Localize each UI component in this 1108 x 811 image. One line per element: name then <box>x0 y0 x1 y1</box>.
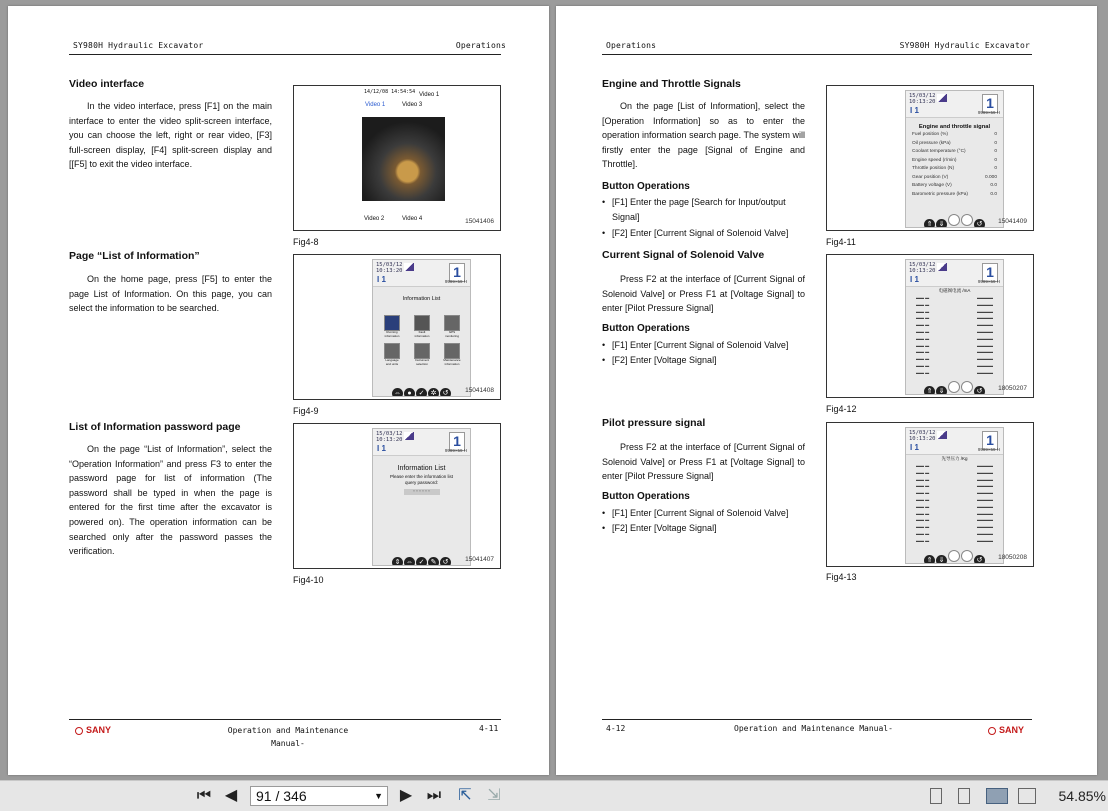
gear-icon: ✲ <box>428 388 439 397</box>
page-number-input[interactable]: 91 / 346 ▼ <box>250 786 388 806</box>
page-number: 4-11 <box>479 724 499 733</box>
gear-indicator: 1 <box>449 263 465 282</box>
section-heading: Engine and Throttle Signals <box>602 78 741 90</box>
signal-row: Oil pressure (kPa) 0 <box>912 140 997 146</box>
return-icon: ↺ <box>974 555 985 564</box>
signal-row: Throttle position (N) 0 <box>912 166 997 171</box>
signal-row: Engine speed (r/min) 0 <box>912 157 997 163</box>
figure-solenoid-current <box>826 254 1034 398</box>
figure-caption: Fig4-13 <box>826 572 857 582</box>
video-tab-4: Video 4 <box>402 216 423 222</box>
down-icon: ⇓ <box>936 386 947 395</box>
header-left: Operations <box>606 41 657 50</box>
figure-code: 15041407 <box>465 556 494 563</box>
video-tab-3: Video 3 <box>402 102 423 108</box>
bullet-item: • [F1] Enter [Current Signal of Solenoid Valve] <box>602 338 805 353</box>
screen-softkeys <box>373 382 470 397</box>
video-screen <box>362 88 446 227</box>
down-icon: ⇓ <box>936 555 947 564</box>
viewer-toolbar <box>0 780 1108 811</box>
pdf-page-right <box>556 6 1097 775</box>
info-icon-grid <box>383 315 461 366</box>
header-left: SY980H Hydraulic Excavator <box>73 41 204 50</box>
instrument-screen <box>372 259 471 397</box>
return-icon: ↺ <box>440 557 451 566</box>
screen-datetime: 15/03/12 10:13:20 <box>909 430 936 442</box>
section-body: On the home page, press [F5] to enter the page List of Information. On this page, you can select the information to be searched. <box>69 274 272 314</box>
screen-softkeys <box>906 549 1003 564</box>
screen-status-bar <box>906 260 1003 287</box>
screen-title: Information List <box>397 465 446 472</box>
video-timestamp: 14/12/08 14:54:54 <box>364 89 416 95</box>
screen-title: 电磁阀电流 /mA <box>938 288 971 293</box>
subheading: Button Operations <box>602 181 690 192</box>
figure-engine-throttle <box>826 85 1034 231</box>
page-number: 4-12 <box>606 724 626 733</box>
figure-caption: Fig4-9 <box>293 406 319 416</box>
fault-info-icon: Fault information <box>413 315 431 338</box>
sany-logo-icon <box>75 727 83 735</box>
down-icon: ⇓ <box>936 219 947 228</box>
maintenance-info-icon: Maintenance information <box>443 343 461 366</box>
signal-bars-icon <box>937 263 947 271</box>
current-table: ▬▬ ▬ ▬▬▬▬ ▬▬ ▬ ▬▬▬▬ ▬▬ ▬ ▬▬▬▬ ▬▬ ▬ ▬▬▬▬ ▬▬ ▬ ▬▬▬▬ ▬▬ ▬ ▬▬▬▬ ▬▬ ▬ ▬▬▬▬ ▬▬ ▬ ▬▬▬▬ ▬▬ ▬ ▬▬▬▬ ▬▬ ▬ ▬▬▬▬ ▬▬ ▬ ▬▬▬▬ ▬▬ ▬ ▬▬▬▬ <box>916 295 993 375</box>
section-heading: Pilot pressure signal <box>602 417 706 429</box>
hour-meter: 9999×59 H <box>977 447 1000 452</box>
figure-code: 15041409 <box>998 218 1027 225</box>
camera-image <box>362 117 445 201</box>
figure-caption: Fig4-8 <box>293 237 319 247</box>
up-down-icon: ⇕ <box>392 557 403 566</box>
running-info-icon: Running information <box>383 315 401 338</box>
two-page-continuous-icon[interactable] <box>1018 788 1036 804</box>
screen-datetime: 15/03/12 10:13:20 <box>376 262 403 274</box>
screen-softkeys <box>906 380 1003 395</box>
gear-marks: I 1 <box>910 275 919 284</box>
screen-status-bar <box>906 428 1003 455</box>
rotate-icon[interactable]: ⇱ <box>458 787 472 804</box>
section-heading: List of Information password page <box>69 421 241 433</box>
figure-pilot-pressure <box>826 422 1034 567</box>
two-page-icon[interactable] <box>986 788 1008 804</box>
section-heading: Video interface <box>69 78 145 90</box>
split-icon: ⇔ <box>394 390 401 397</box>
return-icon: ↺ <box>974 219 985 228</box>
gear-indicator: 1 <box>982 263 998 282</box>
header-rule <box>69 54 501 55</box>
prev-page-icon[interactable]: ◀ <box>224 787 238 804</box>
footer-title: Operation and Maintenance Manual- <box>734 724 893 733</box>
language-units-icon: Language and units <box>383 343 401 366</box>
footer-rule <box>69 719 501 720</box>
section-heading: Current Signal of Solenoid Valve <box>602 249 765 261</box>
header-rule <box>602 54 1032 55</box>
figure-information-list <box>293 254 501 400</box>
signal-bars-icon <box>937 94 947 102</box>
screen-status-bar <box>906 91 1003 118</box>
split-icon: ⇔ <box>406 559 413 566</box>
signal-row: Gear position (V) 0.000 <box>912 174 997 180</box>
hour-meter: 9999×59 H <box>444 448 467 453</box>
check-icon: ✓ <box>416 557 427 566</box>
screen-title: 先导压力 /Kg <box>941 456 968 461</box>
bullet-item: • [F1] Enter [Current Signal of Solenoid Valve] <box>602 506 805 521</box>
signal-table <box>906 131 1003 199</box>
footer-rule <box>602 719 1032 720</box>
section-body: Press F2 at the interface of [Current Signal of Solenoid Valve] or Press F1 at [Voltage Signal] to enter [Pilot Pressure Signal] <box>602 442 805 482</box>
signal-bars-icon <box>404 263 414 271</box>
figure-caption: Fig4-11 <box>826 237 856 247</box>
video-label: Video 1 <box>419 92 440 98</box>
figure-caption: Fig4-12 <box>826 404 857 414</box>
password-field: * * * * * * <box>404 489 440 495</box>
header-right: Operations <box>455 41 506 50</box>
chevron-down-icon[interactable]: ▼ <box>374 791 383 801</box>
subheading: Button Operations <box>602 491 690 502</box>
sany-logo-icon <box>988 727 996 735</box>
bullet-item: • [F2] Enter [Current Signal of Solenoid Valve] <box>602 226 805 241</box>
single-page-icon[interactable] <box>930 788 942 804</box>
instrument-screen <box>905 259 1004 395</box>
password-prompt: Please enter the information list query password: <box>389 474 454 485</box>
wrench-icon: ✎ <box>428 557 439 566</box>
screen-title: Information List <box>402 296 441 302</box>
footer-title: Operation and Maintenance Manual- <box>227 726 349 748</box>
check-icon: ✓ <box>416 388 427 397</box>
section-body: On the page “List of Information”, select the “Operation Information” and press F3 to enter the password page for list of information (The password shall be typed in when the page is entered for the first time after the excavator is powered on). The operation information can be searched only after the password passes the verification. <box>69 444 272 557</box>
hour-meter: 9999×59 H <box>977 279 1000 284</box>
video-icon: ● <box>404 388 415 397</box>
section-body: In the video interface, press [F1] on the main interface to enter the video split-screen interface, you can choose the left, right or rear video, [F3] full-screen display, [F4] split-screen display and [[F5] to exit the video interface. <box>69 101 272 170</box>
signal-row: Coolant temperature (°C) 0 <box>912 149 997 154</box>
signal-row: Fuel position (%) 0 <box>912 132 997 137</box>
bullet-item: • [F1] Enter the page [Search for Input/output Signal] <box>602 195 805 224</box>
gear-indicator: 1 <box>982 94 998 113</box>
last-page-icon[interactable]: ⏭ <box>426 787 442 804</box>
screen-softkeys <box>373 551 470 566</box>
subheading: Button Operations <box>602 323 690 334</box>
screen-datetime: 15/03/12 10:13:20 <box>376 431 403 443</box>
signal-bars-icon <box>404 432 414 440</box>
figure-code: 15041406 <box>465 218 494 225</box>
next-page-icon[interactable]: ▶ <box>399 787 413 804</box>
pressure-table: ▬▬ ▬ ▬▬▬▬ ▬▬ ▬ ▬▬▬▬ ▬▬ ▬ ▬▬▬▬ ▬▬ ▬ ▬▬▬▬ ▬▬ ▬ ▬▬▬▬ ▬▬ ▬ ▬▬▬▬ ▬▬ ▬ ▬▬▬▬ ▬▬ ▬ ▬▬▬▬ ▬▬ ▬ ▬▬▬▬ ▬▬ ▬ ▬▬▬▬ ▬▬ ▬ ▬▬▬▬ ▬▬ ▬ ▬▬▬▬ <box>916 463 993 543</box>
return-icon: ↺ <box>440 388 451 397</box>
video-tab-1: Video 1 <box>365 102 386 108</box>
figure-video-interface <box>293 85 501 231</box>
section-body: On the page [List of Information], select the [Operation Information] so as to enter the operation information search page. The system will firstly enter the page [Signal of Engine and Throttle]. <box>602 101 805 170</box>
screen-softkeys <box>906 213 1003 228</box>
figure-caption: Fig4-10 <box>293 575 324 585</box>
instrument-screen <box>905 427 1004 564</box>
header-right: SY980H Hydraulic Excavator <box>899 41 1030 50</box>
figure-code: 18050208 <box>998 554 1027 561</box>
screen-status-bar <box>373 429 470 456</box>
zoom-level[interactable]: 54.85% <box>1058 788 1106 804</box>
hour-meter: 9999×59 H <box>444 279 467 284</box>
sany-logo: SANY <box>75 725 111 735</box>
gps-monitoring-icon: GPS monitoring <box>443 315 461 338</box>
extract-icon[interactable]: ⇲ <box>487 787 501 804</box>
continuous-icon[interactable] <box>958 788 970 804</box>
first-page-icon[interactable]: ⏮ <box>196 787 212 804</box>
screen-status-bar <box>373 260 470 287</box>
gear-indicator: 1 <box>449 432 465 451</box>
return-icon: ↺ <box>974 386 985 395</box>
screen-datetime: 15/03/12 10:13:20 <box>909 262 936 274</box>
screen-title: Engine and throttle signal <box>918 124 991 130</box>
section-body: Press F2 at the interface of [Current Signal of Solenoid Valve] or Press F1 at [Voltage Signal] to enter [Pilot Pressure Signal] <box>602 274 805 314</box>
signal-bars-icon <box>937 431 947 439</box>
hour-meter: 9999×59 H <box>977 110 1000 115</box>
section-heading: Page “List of Information” <box>69 250 200 262</box>
up-icon: ⇑ <box>924 386 935 395</box>
gear-marks: I 1 <box>910 443 919 452</box>
bullet-item: • [F2] Enter [Voltage Signal] <box>602 521 805 536</box>
figure-password-page <box>293 423 501 569</box>
gear-indicator: 1 <box>982 431 998 450</box>
up-icon: ⇑ <box>924 219 935 228</box>
gear-marks: I 1 <box>377 444 386 453</box>
instrument-screen <box>905 90 1004 228</box>
gear-marks: I 1 <box>377 275 386 284</box>
instrument-screen <box>372 428 471 566</box>
video-tab-2: Video 2 <box>364 216 385 222</box>
figure-code: 18050207 <box>998 385 1027 392</box>
bullet-item: • [F2] Enter [Voltage Signal] <box>602 353 805 368</box>
signal-row: Battery voltage (V) 0.0 <box>912 183 997 188</box>
screen-datetime: 15/03/12 10:13:20 <box>909 93 936 105</box>
figure-code: 15041408 <box>465 387 494 394</box>
gear-marks: I 1 <box>910 106 919 115</box>
sany-logo: SANY <box>988 725 1024 735</box>
pdf-page-left <box>8 6 549 775</box>
up-icon: ⇑ <box>924 555 935 564</box>
instrument-selection-icon: Instrument selection <box>413 343 431 366</box>
signal-row: Barometric pressure (kPa) 0.0 <box>912 191 997 197</box>
